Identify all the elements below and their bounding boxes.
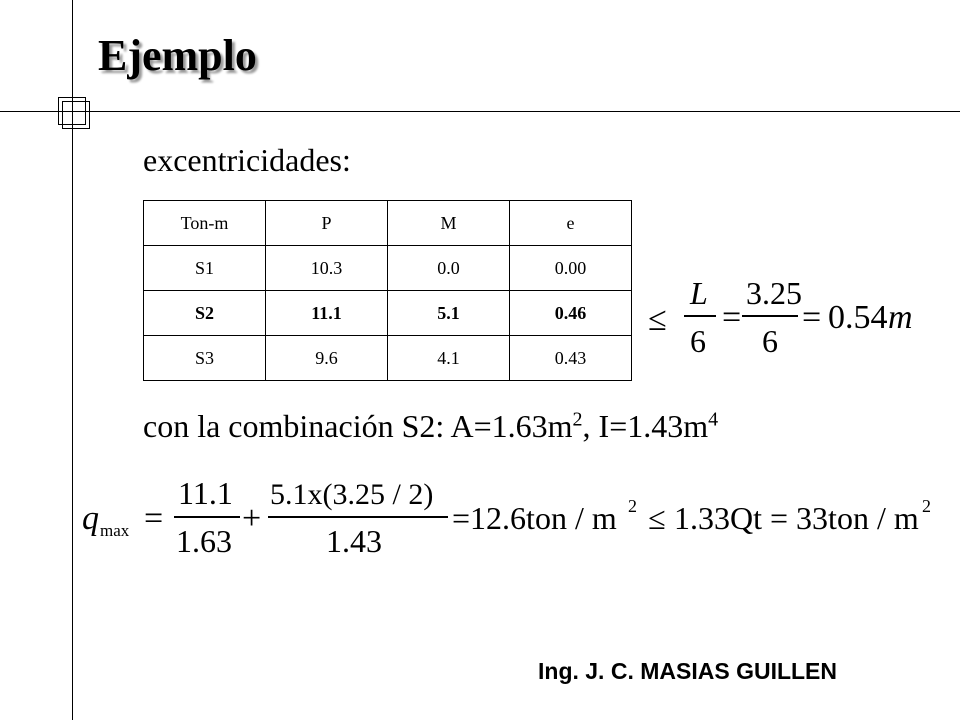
result-expression: 1.33Qt = 33ton / m	[674, 500, 919, 536]
fraction-numerator: 3.25	[746, 275, 802, 311]
table-cell: 0.00	[510, 246, 632, 291]
equals-sign: =	[802, 299, 822, 336]
table-header-cell: M	[388, 201, 510, 246]
fraction-denominator: 1.63	[176, 523, 232, 559]
result-unit: m	[888, 299, 913, 336]
subtitle: excentricidades:	[143, 142, 351, 178]
table-header-cell: e	[510, 201, 632, 246]
result-value: 0.54	[828, 299, 888, 336]
eccentricity-table	[143, 200, 632, 381]
qmax-formula	[82, 472, 942, 562]
table-cell: S3	[144, 336, 266, 381]
table-header-cell: P	[266, 201, 388, 246]
q-symbol: q	[82, 500, 99, 537]
table-header-row	[144, 201, 632, 246]
table-cell: 0.46	[510, 291, 632, 336]
fraction-denominator: 6	[690, 323, 706, 359]
table-header-cell: Ton-m	[144, 201, 266, 246]
fraction-denominator: 6	[762, 323, 778, 359]
equals-sign: =	[144, 500, 164, 537]
table-cell: 0.43	[510, 336, 632, 381]
table-cell: S1	[144, 246, 266, 291]
q-subscript: max	[100, 521, 130, 540]
slide-title: Ejemplo	[98, 31, 257, 80]
equals-sign: =	[722, 299, 742, 336]
table-row	[144, 246, 632, 291]
table-cell: S2	[144, 291, 266, 336]
result-expression: =12.6ton / m	[452, 500, 617, 536]
table-cell: 9.6	[266, 336, 388, 381]
combination-text: con la combinación S2: A=1.63m	[143, 408, 573, 444]
plus-sign: +	[242, 500, 262, 537]
horizontal-rule	[0, 111, 960, 112]
corner-square-decoration-offset	[62, 101, 90, 129]
eccentricity-formula	[640, 272, 930, 362]
table-cell: 11.1	[266, 291, 388, 336]
superscript: 4	[708, 408, 719, 431]
superscript: 2	[922, 496, 931, 516]
table-cell: 4.1	[388, 336, 510, 381]
leq-sign: ≤	[648, 301, 667, 338]
superscript: 2	[628, 496, 637, 516]
table-row	[144, 336, 632, 381]
combination-text: , I=1.43m	[582, 408, 709, 444]
fraction-denominator: 1.43	[326, 523, 382, 559]
table-row-highlighted	[144, 291, 632, 336]
superscript: 2	[572, 408, 583, 431]
table-cell: 5.1	[388, 291, 510, 336]
fraction-numerator: 5.1x(3.25 / 2)	[270, 478, 434, 511]
fraction-numerator: 11.1	[178, 475, 233, 511]
table-cell: 10.3	[266, 246, 388, 291]
fraction-numerator: L	[690, 275, 708, 311]
table-cell: 0.0	[388, 246, 510, 291]
combination-statement	[143, 408, 718, 445]
author-footer: Ing. J. C. MASIAS GUILLEN	[538, 658, 838, 684]
leq-sign: ≤	[648, 500, 666, 536]
